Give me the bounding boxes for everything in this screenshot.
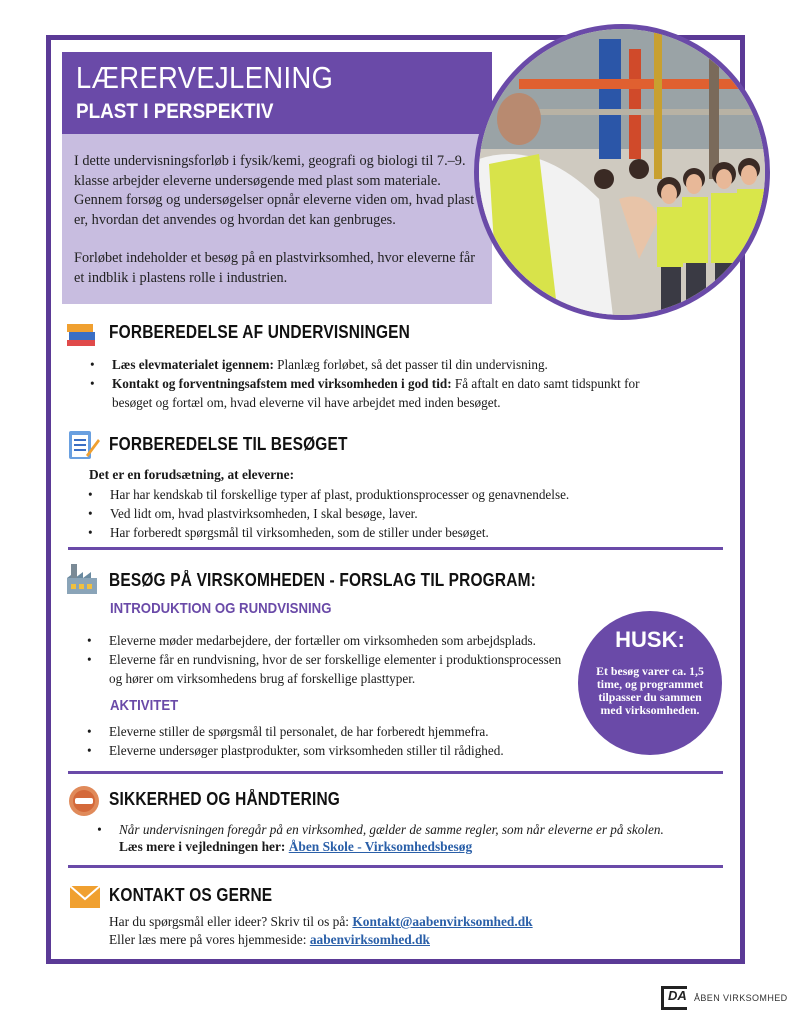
- divider: [68, 547, 723, 550]
- page-title: LÆRERVEJLENING: [76, 60, 334, 95]
- contact-site-label: Eller læs mere på vores hjemmeside:: [109, 932, 307, 947]
- envelope-icon: [68, 880, 102, 914]
- stop-sign-icon: [67, 784, 101, 818]
- list-item: • Eleverne får en rundvisning, hvor de ser forskellige elementer i produktionsprocessen og hører om virksomhedens brug af forskellige plasttyper.: [85, 650, 565, 688]
- list-item: • Når undervisningen foregår på en virksomhed, gælder de samme regler, som når eleverne er på skolen.: [95, 820, 715, 839]
- husk-callout: [578, 611, 722, 755]
- section-preparation-visit-title: FORBEREDELSE TIL BESØGET: [109, 434, 348, 454]
- husk-text: Et besøg varer ca. 1,5 time, og programmet tilpasser du sammen med virksomheden.: [596, 664, 704, 717]
- activity-list: [85, 722, 585, 760]
- checklist-icon: [66, 427, 100, 461]
- section-safety-title: SIKKERHED OG HÅNDTERING: [109, 789, 341, 809]
- preparation-teaching-list: [88, 355, 648, 412]
- factory-icon: [65, 562, 99, 596]
- intro-paragraph-1: I dette undervisningsforløb i fysik/kemi, geografi og biologi til 7.–9. klasse arbejder eleverne undersøgende med plast som materiale. Gennem forsøg og undersøgelser opnår eleverne viden om, hvad plast er, hvordan det anvendes og hvordan det kan genbruges.: [74, 153, 475, 228]
- list-item: • Har forberedt spørgsmål til virksomheden, som de stiller under besøget.: [86, 523, 686, 542]
- list-item: • Læs elevmaterialet igennem: Planlæg forløbet, så det passer til din undervisning.: [88, 355, 648, 374]
- logo-mark: DA: [668, 988, 687, 1003]
- factory-visit-photo: [474, 24, 770, 320]
- safety-more-label: Læs mere i vejledningen her:: [119, 839, 286, 854]
- books-icon: [64, 318, 98, 352]
- divider: [68, 771, 723, 774]
- photo-illustration: [479, 29, 770, 320]
- preparation-visit-list: [86, 485, 686, 542]
- intro-paragraph-2: Forløbet indeholder et besøg på en plastvirksomhed, hvor eleverne får et indblik i plastens rolle i industrien.: [74, 250, 475, 286]
- page-subtitle: PLAST I PERSPEKTIV: [76, 100, 274, 123]
- website-link[interactable]: aabenvirksomhed.dk: [309, 932, 430, 947]
- contact-email-line: [109, 912, 533, 932]
- intro-text: [74, 152, 482, 307]
- contact-email-label: Har du spørgsmål eller ideer? Skriv til os på:: [109, 914, 349, 929]
- subsection-activity-title: AKTIVITET: [110, 697, 179, 714]
- divider: [68, 865, 723, 868]
- section-contact-title: KONTAKT OS GERNE: [109, 885, 273, 905]
- section-visit-program-title: BESØG PÅ VIRSKOMHEDEN - FORSLAG TIL PROGRAM:: [109, 570, 536, 590]
- list-item: • Kontakt og forventningsafstem med virksomheden i god tid: Få aftalt en dato samt tidspunkt for besøget og fortæl om, hvad eleverne vil have arbejdet med inden besøget.: [88, 374, 648, 412]
- aaben-skole-link[interactable]: Åben Skole - Virksomhedsbesøg: [288, 839, 473, 854]
- intro-tour-list: [85, 631, 565, 688]
- contact-email-link[interactable]: Kontakt@aabenvirksomhed.dk: [352, 914, 533, 929]
- safety-more-line: [119, 837, 472, 857]
- husk-title: HUSK:: [615, 627, 685, 652]
- header-panel: [62, 52, 492, 304]
- header-title-band: [62, 52, 492, 134]
- subsection-intro-tour-title: INTRODUKTION OG RUNDVISNING: [110, 600, 332, 617]
- list-item: • Ved lidt om, hvad plastvirksomheden, I skal besøge, laver.: [86, 504, 686, 523]
- contact-site-line: [109, 930, 430, 950]
- list-item: • Eleverne møder medarbejdere, der fortæller om virksomheden som arbejdsplads.: [85, 631, 565, 650]
- list-item: • Har har kendskab til forskellige typer af plast, produktionsprocesser og genavnendelse.: [86, 485, 686, 504]
- list-item: • Eleverne undersøger plastprodukter, som virksomheden stiller til rådighed.: [85, 741, 585, 760]
- section-preparation-teaching-title: FORBEREDELSE AF UNDERVISNINGEN: [109, 322, 411, 342]
- preparation-visit-lead: Det er en forudsætning, at eleverne:: [89, 467, 295, 482]
- logo-text: ÅBEN VIRKSOMHED: [694, 993, 788, 1003]
- list-item: • Eleverne stiller de spørgsmål til personalet, de har forberedt hjemmefra.: [85, 722, 585, 741]
